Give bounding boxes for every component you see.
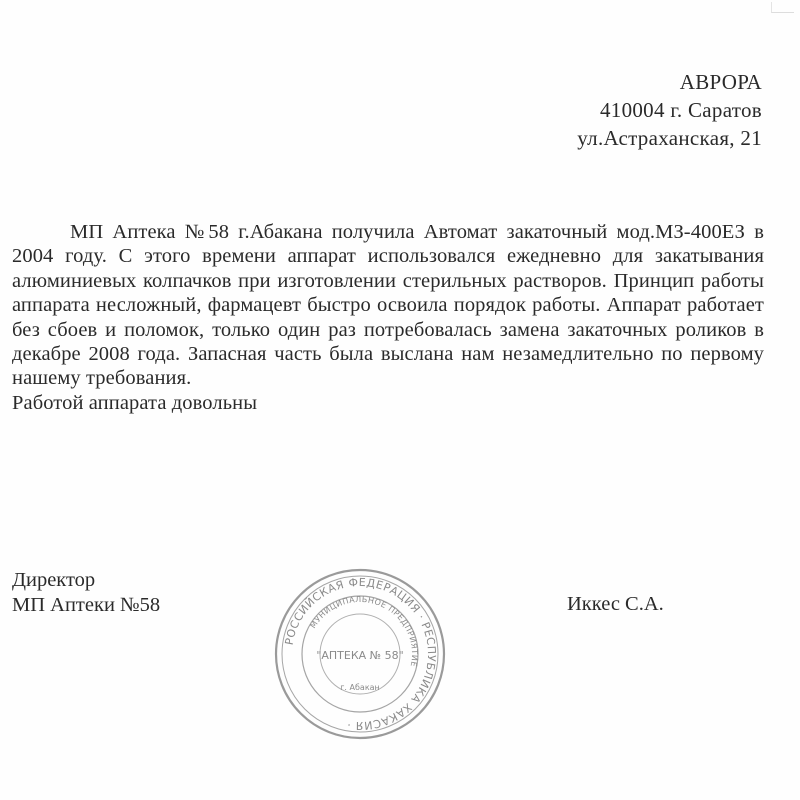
- stamp-outer-text: РОССИЙСКАЯ ФЕДЕРАЦИЯ · РЕСПУБЛИКА ХАКАСИЯ ·: [282, 575, 439, 733]
- stamp-inner-text: МУНИЦИПАЛЬНОЕ ПРЕДПРИЯТИЕ: [308, 594, 420, 668]
- body-closing: Работой аппарата довольны: [12, 391, 258, 414]
- round-stamp: [272, 566, 448, 742]
- recipient-name: АВРОРА: [679, 70, 762, 94]
- recipient-city: 410004 г. Саратов: [599, 98, 762, 122]
- letter-body: [12, 220, 764, 415]
- stamp-graphic: [272, 566, 448, 742]
- signer-organization: МП Аптеки №58: [12, 594, 161, 616]
- stamp-city-text: г. Абакан: [340, 683, 380, 692]
- signer-title: Директор: [12, 569, 96, 591]
- signer-name: Иккес С.А.: [567, 593, 664, 615]
- signer-block: [12, 568, 160, 618]
- body-paragraph: МП Аптека №58 г.Абакана получила Автомат закаточный мод.МЗ-400ЕЗ в 2004 году. С этого времени аппарат использовался ежедневно для закатывания алюминиевых колпачков при изготовлении стерильных растворов. Принцип работы аппарата несложный, фармацевт быстро освоила порядок работы. Аппарат работает без сбоев и поломок, только один раз потребовалась замена закаточных роликов в декабре 2008 года. Запасная часть была выслана нам незамедлительно по первому нашему требования.: [12, 221, 764, 390]
- stamp-center-text: "АПТЕКА № 58": [316, 649, 404, 662]
- recipient-street: ул.Астраханская, 21: [577, 126, 762, 150]
- scan-corner-mark: [771, 2, 794, 13]
- recipient-address: [577, 68, 762, 152]
